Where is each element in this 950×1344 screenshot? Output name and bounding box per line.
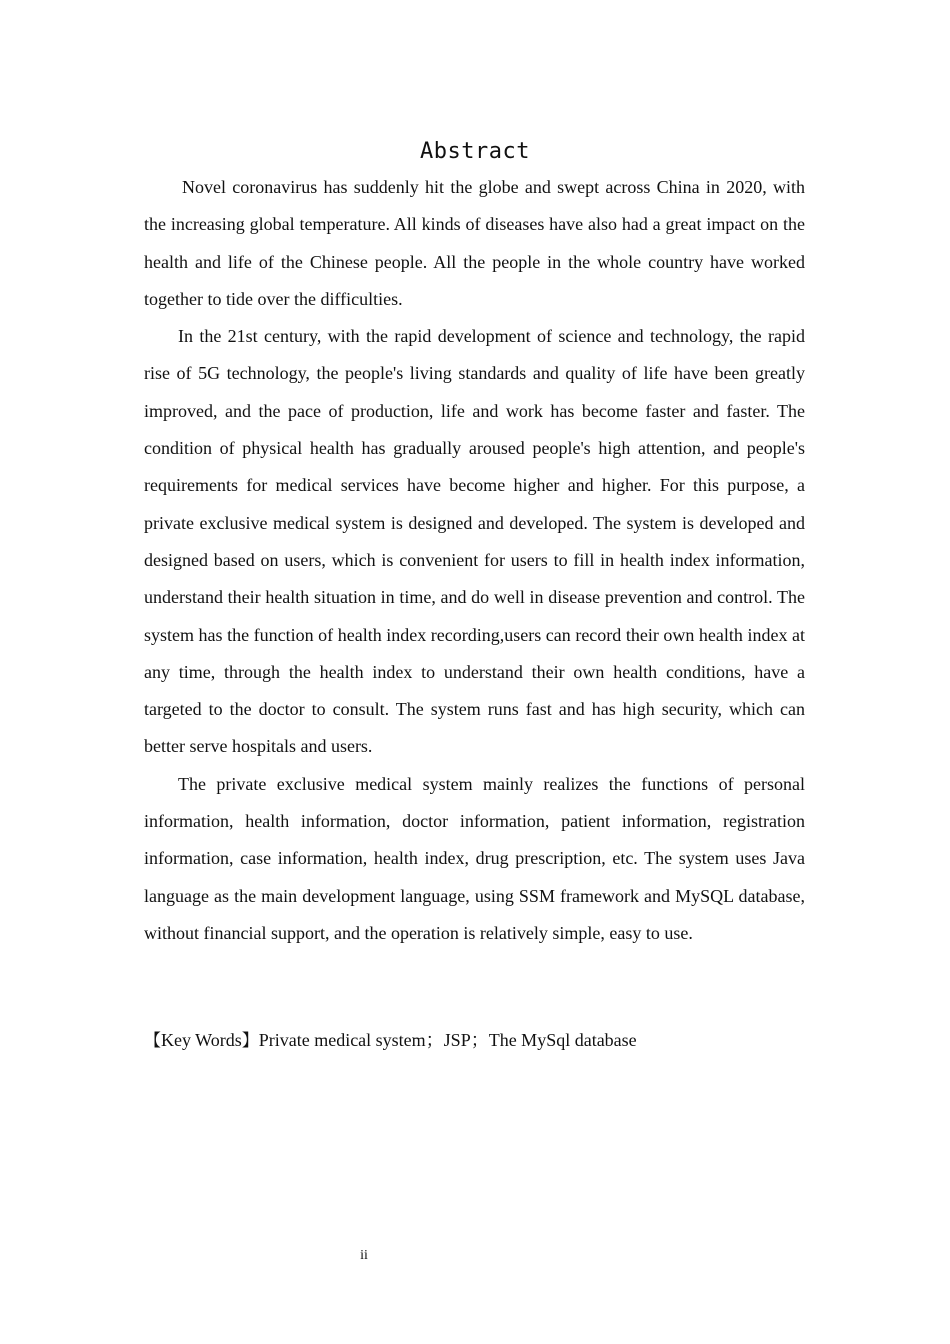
abstract-paragraph-3: The private exclusive medical system mainly realizes the functions of personal information, health information, doctor information, patient information, registration information, case information, health index, drug prescription, etc. The system uses Java language as the main development language, using SSM framework and MySQL database, without financial support, and the operation is relatively simple, easy to use.	[144, 773, 805, 943]
keywords-text: Private medical system；JSP；The MySql database	[258, 1030, 637, 1050]
abstract-paragraph-2: In the 21st century, with the rapid development of science and technology, the rapid rise of 5G technology, the people's living standards and quality of life have been greatly improved, and the pace of production, life and work has become faster and faster. The condition of physical health has gradually aroused people's high attention, and people's requirements for medical services have become higher and higher. For this purpose, a private exclusive medical system is designed and developed. The system is developed and designed based on users, which is convenient for users to fill in health index information, understand their health situation in time, and do well in disease prevention and control. The system has the function of health index recording,users can record their own health index at any time, through the health index to understand their own health conditions, have a targeted to the doctor to consult. The system runs fast and has high security, which can better serve hospitals and users.	[144, 326, 805, 757]
keywords-line	[144, 1023, 805, 1058]
keywords-open-bracket: 【	[144, 1031, 161, 1051]
abstract-body	[144, 169, 805, 952]
keywords-label: Key Words	[161, 1030, 242, 1050]
page-number: ii	[360, 1248, 368, 1263]
abstract-title: Abstract	[420, 139, 530, 164]
keywords-close-bracket: 】	[241, 1031, 259, 1051]
abstract-paragraph-1: Novel coronavirus has suddenly hit the globe and swept across China in 2020, with the increasing global temperature. All kinds of diseases have also had a great impact on the health and life of the Chinese people. All the people in the whole country have worked together to tide over the difficulties.	[144, 177, 805, 309]
